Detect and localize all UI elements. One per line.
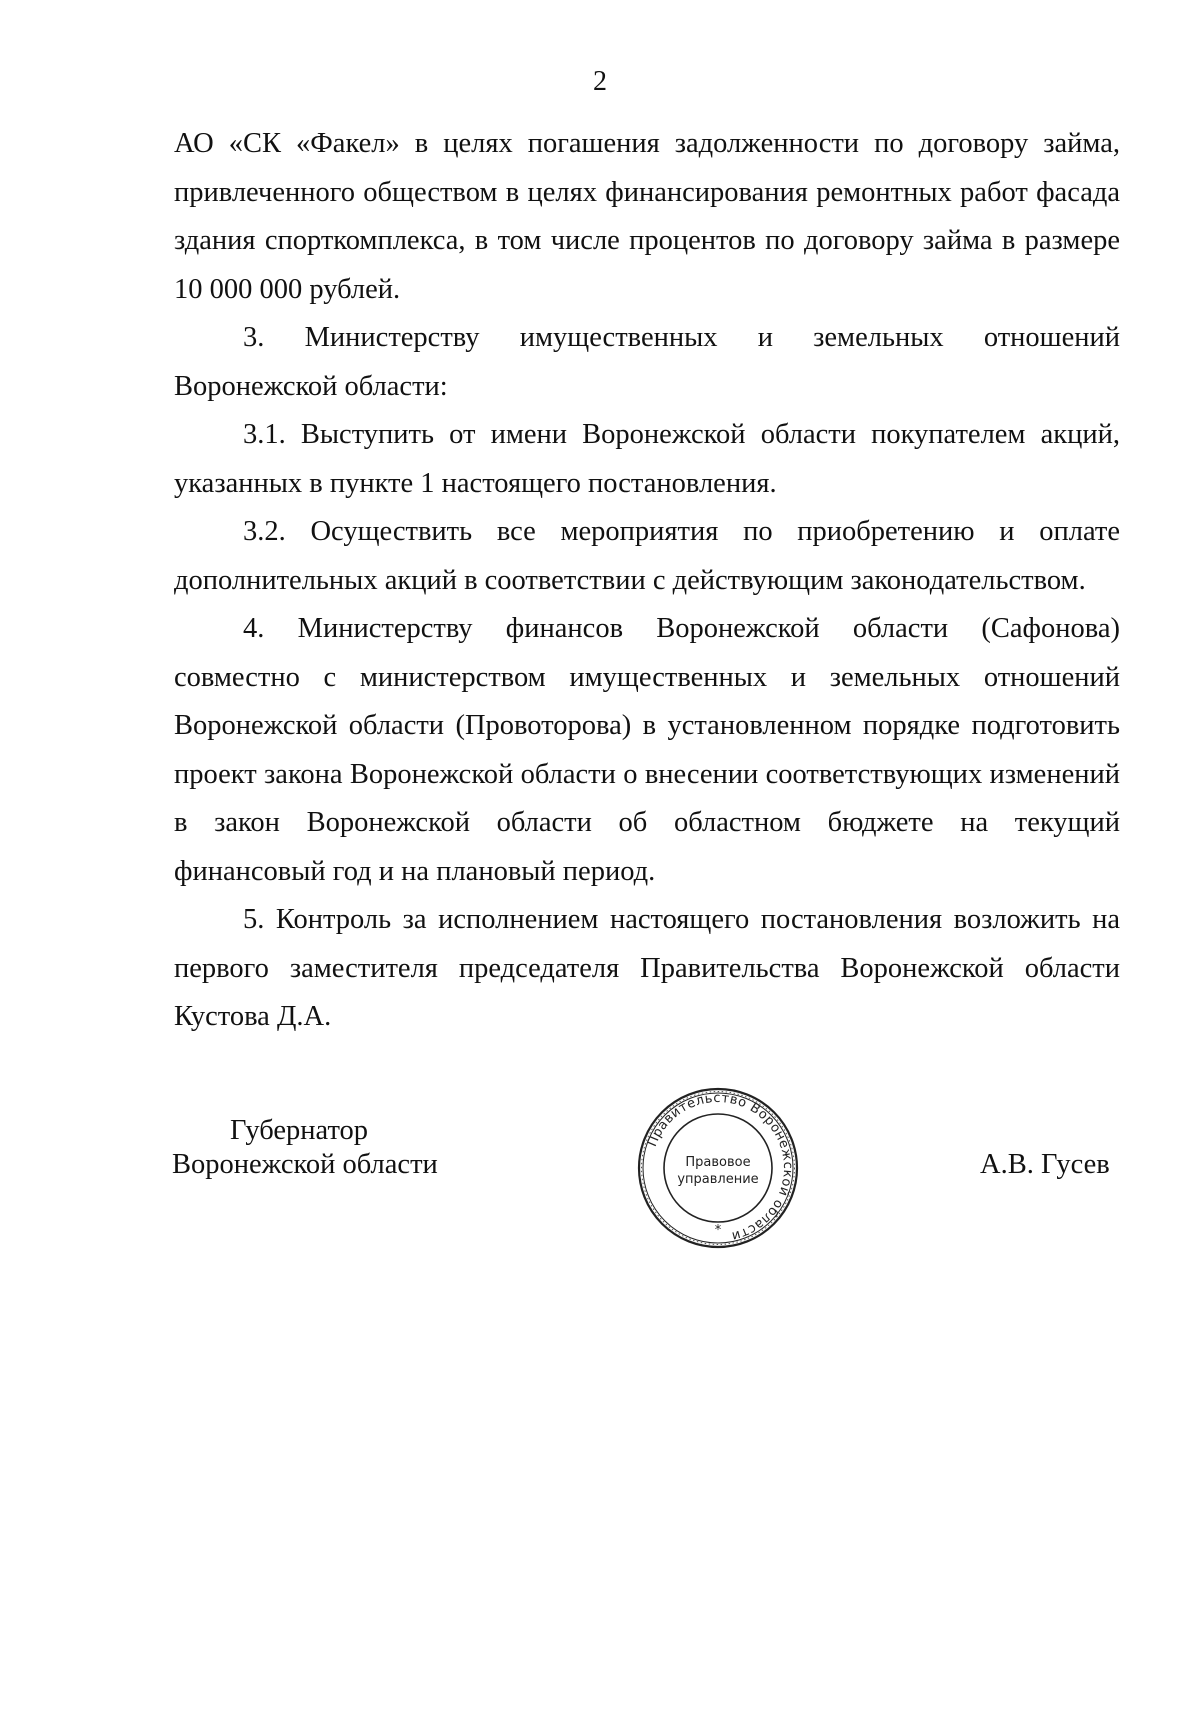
document-body bbox=[174, 120, 1120, 1042]
stamp-star: * bbox=[714, 1223, 722, 1238]
paragraph-3: 3. Министерству имущественных и земельных отношений Воронежской области: bbox=[174, 322, 1120, 402]
paragraph-4: 4. Министерству финансов Воронежской области (Сафонова) совместно с министерством имущественных и земельных отношений Воронежской области (Провоторова) в установленном порядке подготовить проект закона Воронежской области о внесении соответствующих изменений в закон Воронежской области об областном бюджете на текущий финансовый год и на плановый период. bbox=[174, 613, 1120, 887]
stamp-ring-text: Правительство Воронежской области bbox=[644, 1090, 796, 1244]
stamp-center-line2: управление bbox=[677, 1172, 759, 1187]
official-stamp-icon bbox=[636, 1086, 800, 1250]
signature-title-line1: Губернатор bbox=[230, 1115, 369, 1146]
paragraph-continuation: АО «СК «Факел» в целях погашения задолженности по договору займа, привлеченного обществом в целях финансирования ремонтных работ фасада здания спорткомплекса, в том числе процентов по договору займа в размере 10 000 000 рублей. bbox=[174, 128, 1120, 305]
paragraph-3-1: 3.1. Выступить от имени Воронежской области покупателем акций, указанных в пункте 1 настоящего постановления. bbox=[174, 419, 1120, 499]
paragraph-5: 5. Контроль за исполнением настоящего постановления возложить на первого заместителя председателя Правительства Воронежской области Кустова Д.А. bbox=[174, 904, 1120, 1032]
signature-title-line2: Воронежской области bbox=[172, 1149, 438, 1180]
signatory-name: А.В. Гусев bbox=[980, 1149, 1110, 1180]
signature-title bbox=[172, 1114, 438, 1182]
page-number: 2 bbox=[593, 66, 607, 97]
stamp-center-line1: Правовое bbox=[685, 1155, 751, 1170]
paragraph-3-2: 3.2. Осуществить все мероприятия по приобретению и оплате дополнительных акций в соответствии с действующим законодательством. bbox=[174, 516, 1120, 596]
